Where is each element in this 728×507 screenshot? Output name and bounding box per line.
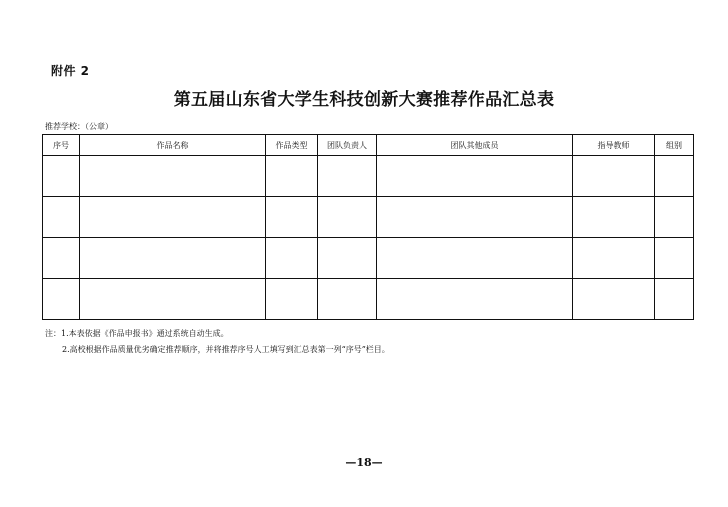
- table-cell: [573, 197, 655, 238]
- header-row: [43, 135, 694, 156]
- table-cell: [80, 197, 266, 238]
- document-title: 第五届山东省大学生科技创新大赛推荐作品汇总表: [173, 90, 555, 110]
- table-row: [43, 279, 694, 320]
- table-cell: [318, 238, 377, 279]
- table-cell: [43, 156, 80, 197]
- table-cell: [266, 197, 318, 238]
- table-cell: [318, 197, 377, 238]
- column-header-team-leader: 团队负责人: [318, 135, 377, 156]
- table-cell: [318, 279, 377, 320]
- table-cell: [655, 197, 694, 238]
- table-notes: [45, 326, 390, 358]
- table-cell: [377, 197, 573, 238]
- column-header-work-name: 作品名称: [80, 135, 266, 156]
- table-row: [43, 197, 694, 238]
- table-cell: [80, 238, 266, 279]
- table-cell: [573, 156, 655, 197]
- table-cell: [573, 279, 655, 320]
- table-cell: [377, 279, 573, 320]
- column-header-group: 组别: [655, 135, 694, 156]
- table-header: [43, 135, 694, 156]
- table-cell: [573, 238, 655, 279]
- table-cell: [266, 238, 318, 279]
- column-header-other-members: 团队其他成员: [377, 135, 573, 156]
- table-cell: [318, 156, 377, 197]
- page-number: —18—: [345, 456, 383, 469]
- table-cell: [43, 197, 80, 238]
- table-row: [43, 238, 694, 279]
- table-cell: [43, 279, 80, 320]
- recommended-works-summary-table: [42, 134, 694, 320]
- recommending-school-label: 推荐学校：（公章）: [45, 122, 113, 131]
- table-cell: [266, 279, 318, 320]
- table-cell: [377, 156, 573, 197]
- attachment-label: 附件 2: [51, 64, 90, 78]
- column-header-serial-number: 序号: [43, 135, 80, 156]
- column-header-work-type: 作品类型: [266, 135, 318, 156]
- table-cell: [43, 238, 80, 279]
- table-cell: [80, 279, 266, 320]
- table-cell: [377, 238, 573, 279]
- table-cell: [655, 279, 694, 320]
- table-body: [43, 156, 694, 320]
- table-row: [43, 156, 694, 197]
- table-cell: [80, 156, 266, 197]
- table-cell: [655, 156, 694, 197]
- note-line-2: 2.高校根据作品质量优劣确定推荐顺序，并将推荐序号人工填写到汇总表第一列“序号”栏目。: [62, 345, 390, 354]
- table-cell: [266, 156, 318, 197]
- table-cell: [655, 238, 694, 279]
- column-header-advisor: 指导教师: [573, 135, 655, 156]
- note-line-1: 注：1.本表依据《作品申报书》通过系统自动生成。: [45, 329, 229, 338]
